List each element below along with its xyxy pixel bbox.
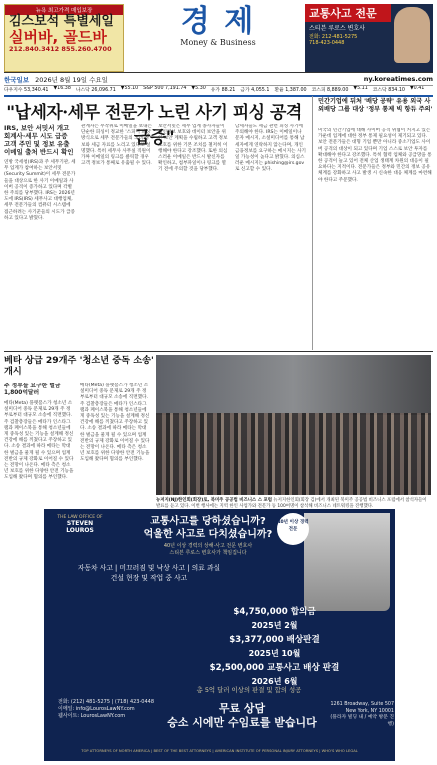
- lead-subhead: IRS, 보안 서밋서 개고 회계사·세무 시도 급증 고객 주민 및 정보 유출 이메일 출처 반드시 확인: [4, 124, 74, 156]
- second-column-2: [80, 383, 150, 503]
- ticker-item: 다우지수 53,340.41: [4, 88, 49, 93]
- ticker-item: 유가 88.21: [210, 88, 236, 93]
- attorney-photo: [304, 513, 390, 611]
- website-link[interactable]: ny.koreatimes.com: [363, 75, 433, 83]
- law-ad-name: 스티븐 루로스 변호사: [309, 25, 365, 32]
- ticker-item: ▼0.41: [409, 86, 425, 91]
- photo-caption-title: 뉴저지(NJ)한인회(회장)로, 북미주 공공법 비즈니스 스 포럼: [156, 498, 272, 503]
- award-date: 2026년 6월: [251, 677, 298, 686]
- second-body-cont: 메타(Meta) 플랫폼스가 청소년 소셜미디어 중독 문제로 29개 주 정부로부터 대규모 소송에 직면했다. 주 검찰총장들은 메타가 인스타그램과 페이스북을 통해 청소년들에게 중독성 있는 기능을 설계해 정신 건강에 해를 끼쳤다고 주장하고 있다. 소송 결과에 따라 메타는 막대한 벌금을 물게 될 수 있으며 업계 전반의 규제 강화로 이어질 수 있다는 전망이 나온다. 메타 측은 청소년 보호를 위한 다양한 안전 기능을 도입해 왔다며 혐의를 부인했다.: [80, 383, 150, 463]
- photo-backdrop: [156, 355, 431, 415]
- law-firm-logo-line2: STEVEN LOUROS: [66, 520, 94, 534]
- photo-caption: [156, 498, 431, 509]
- ad-footer: TOP ATTORNEYS OF NORTH AMERICA | BEST OF THE BEST ATTORNEYS | AMERICAN INSTITUTE OF PERSONAL INJURY ATTORNEYS | WHO'S WHO LEGAL: [81, 749, 358, 753]
- ad-tagline: 총 5억 달러 이상의 판결 및 합의 성공: [196, 686, 302, 694]
- lead-column-4: [235, 124, 307, 350]
- ad-address-line: 1261 Broadway, Suite 507: [330, 702, 394, 707]
- masthead: [0, 0, 437, 88]
- ad-headline-1: 교통사고를 당하셨습니까?: [150, 516, 266, 527]
- edition-name: 한국일보: [4, 75, 30, 84]
- ad-website[interactable]: 웹사이트: LourosLawNY.com: [58, 713, 126, 719]
- second-body: 메타(Meta) 플랫폼스가 청소년 소셜미디어 중독 문제로 29개 주 정부로부터 대규모 소송에 직면했다. 주 검찰총장들은 메타가 인스타그램과 페이스북을 통해 청소년들에게 중독성 있는 기능을 설계해 정신 건강에 해를 끼쳤다고 주장하고 있다. 소송 결과에 따라 메타는 막대한 벌금을 물게 될 수 있으며 업계 전반의 규제 강화로 이어질 수 있다는 전망이 나온다. 메타 측은 청소년 보호를 위한 다양한 안전 기능을 도입해 왔다며 혐의를 부인했다.: [4, 401, 74, 481]
- ticker-item: S&P 500 7,191.74: [143, 86, 187, 91]
- jewelry-ad[interactable]: [4, 4, 124, 72]
- ad-subline-1: 40년 이상 경력의 상해·사고 전문 변호사: [163, 543, 253, 549]
- photo-audience: [156, 413, 431, 495]
- lead-headline[interactable]: "납세자·세무 전문가 노린 사기 피싱 공격 급증": [6, 103, 302, 148]
- ad-address-line: New York, NY 10001: [345, 708, 394, 714]
- jewelry-ad-top: 뉴욕 최고가격 매입보장: [5, 5, 123, 15]
- ticker-item: 나스닥 26,096.71: [75, 88, 116, 93]
- ticker-item: 금가 4,055.1: [240, 88, 270, 93]
- free-consultation-title: 무료 상담: [218, 702, 266, 715]
- law-firm-logo-line1: THE LAW OFFICE OF: [57, 515, 103, 520]
- law-ad-title: 교통사고 전문: [305, 4, 391, 22]
- column-divider: [312, 96, 313, 350]
- ticker-item: ▼55.10: [120, 86, 139, 91]
- ad-service-line: 자동차 사고 | 미끄러짐 및 낙상 사고 | 의료 과실: [77, 564, 221, 572]
- lead-column-2: [81, 124, 153, 350]
- ad-service-line: 건설 현장 및 작업 중 사고: [110, 574, 188, 582]
- side-story-headline[interactable]: 민간기업에 뒤처 '배당 공략' 유용 외국 사외배당 그룹 대상 '정부 통제 빅 항듀 주의': [318, 98, 433, 113]
- second-subhead: 주 정부들 요구한 벌금 1,800억달러: [4, 383, 61, 396]
- edition-date: 2026년 8월 19일 수요일: [35, 75, 108, 84]
- ad-services: [64, 563, 234, 583]
- lead-body-4: 남세자들도 세금 관련 피싱 사기에 주의해야 한다. IRS는 이메일이나 문자 메시지, 소셜미디어를 통해 납세자에게 연락하지 않는다며, 개인 금융정보를 요구하는 메시지는 사기일 가능성이 높다고 밝혔다. 의심스러운 메시지는 phishing@irs.gov로 신고할 수 있다.: [235, 124, 306, 173]
- lead-column-1: [4, 124, 76, 350]
- lead-body-3: 보안서밋은 세무 업계 종사자들이 개인정보 보호와 데이터 보안을 위한 보안 계획을 수립하고 고객 정보 보호를 위한 기본 조치를 철저히 이행해야 한다고 강조했다. 또한 의심스러운 이메일은 반드시 발신자를 확인하고, 첨부파일이나 링크를 열기 전에 주의할 것을 당부했다.: [158, 124, 228, 173]
- section-logo-korean: 경 제: [180, 4, 256, 39]
- law-office-ad[interactable]: [44, 509, 395, 761]
- ticker-item: ▼5.30: [191, 86, 206, 91]
- ticker-item: 코스닥 834.10: [372, 88, 405, 93]
- ticker-item: 환율 1,387.00: [274, 88, 307, 93]
- second-headline[interactable]: 베타 상급 29개주 '청소년 중독 소송' 개시: [4, 355, 154, 377]
- award-date: 2025년 10월: [248, 649, 301, 658]
- lead-body-2: 관계자는 무작위로 이메일을 보내는 단순한 피싱이 정교한 '스피어 피싱' 방식으로 세무 전문가들의 고객 정보와 세금 자료를 노리고 있다고 설명했다. 특히 세무사 사무실 직원이 가짜 이메일의 링크를 클릭할 경우 고객 정보가 통째로 유출될 수 있다.: [81, 124, 152, 167]
- lead-column-3: [158, 124, 230, 350]
- ticker-item: ▼5.11: [353, 86, 368, 91]
- ad-email[interactable]: 이메일: info@LourosLawNY.com: [58, 706, 135, 712]
- ad-headline-2: 억울한 사고로 다치셨습니까?: [143, 529, 273, 540]
- lead-body-1: 연방 국세청(IRS)과 주 세무기관, 세무 업계가 참여하는 보안서밋(Security Summit)이 세무 전문가들을 대상으로 한 사기 이메일과 사이버 공격이 증가하고 있다며 각별한 주의를 당부했다. IRS는 2026년도에 IRS(IRS) 세무사고 대행업체, 세무 전문가들의 컴퓨터 시스템에 접근하려는 사기꾼들의 시도가 급증하고 있다고 밝혔다.: [4, 160, 76, 221]
- jewelry-ad-phone: 212.840.3412 855.260.4700: [9, 45, 112, 53]
- ticker-item: ▼16.38: [53, 86, 71, 91]
- award-amount: $4,750,000 합의금: [233, 607, 316, 617]
- experience-badge: 40년 이상 경력 전문: [277, 513, 309, 545]
- ad-phone[interactable]: 전화: (212) 481-5275 | (718) 423-0448: [58, 699, 155, 705]
- free-consultation: [162, 702, 322, 730]
- free-consultation-sub: 승소 시에만 수임료를 받습니다: [167, 716, 317, 729]
- ad-address-line: (플라자 빌딩 내 / 예약 방문 진행): [330, 715, 394, 727]
- jewelry-ad-line2: 실버바, 골드바: [9, 28, 107, 46]
- law-office-ad-top[interactable]: [305, 4, 433, 72]
- law-ad-phone2: 718-423-0448: [309, 40, 345, 46]
- law-ad-phone1: 전화: 212-481-5275: [309, 34, 358, 40]
- market-ticker: [4, 85, 433, 97]
- ticker-item: 코스피 8,889.00: [311, 88, 349, 93]
- section-logo: [164, 6, 272, 47]
- section-logo-english: Money & Business: [180, 38, 256, 47]
- law-firm-logo: [56, 515, 104, 534]
- event-photo: [156, 355, 431, 495]
- ad-subline: [108, 543, 308, 557]
- photo-caption-text: 뉴저지한인회(회장 김)에서 개최된 북미주 공공법 비즈니스 포럼에서 참석자들이 발표를 듣고 있다. 이번 행사에는 지역 한인 사업가와 전문가 등 100여명이 참석해 비즈니스 네트워킹을 진행했다.: [156, 498, 427, 509]
- award-amount: $2,500,000 교통사고 배상 판결: [209, 663, 340, 673]
- jewelry-ad-line1: 김스보석 특별세일: [9, 14, 114, 29]
- ad-subline-2: 스티븐 루로스 변호사가 책임집니다: [169, 550, 247, 556]
- section-divider: [4, 351, 433, 352]
- ad-address: [330, 702, 394, 728]
- ad-awards: [154, 605, 395, 689]
- side-story-body: 미국의 민간기업에 대해 사이버 공격 위협이 커지고 있는 가운데 업계에 대한 정부 통제 필요성이 제기되고 있다. 보안 전문가들은 대형 기업 뿐만 아니라 중소기업도 사이버 공격의 대상이 되고 있다며 기업 스스로 보안 투자를 확대해야 한다고 강조했다. 특히 협력 업체와 공급망을 통한 공격이 늘고 있어 전체 산업 생태계 차원의 대응이 필요하다는 지적이다. 전문가들은 정부와 민간의 정보 공유 체계를 강화하고 사고 발생 시 신속한 대응 체계를 마련해야 한다고 주문했다.: [318, 128, 432, 183]
- attorney-portrait: [394, 7, 430, 63]
- award-amount: $3,377,000 배상판결: [229, 635, 320, 645]
- award-date: 2025년 2월: [251, 621, 298, 630]
- edition-bar: [4, 72, 433, 85]
- second-column-1: [4, 383, 74, 503]
